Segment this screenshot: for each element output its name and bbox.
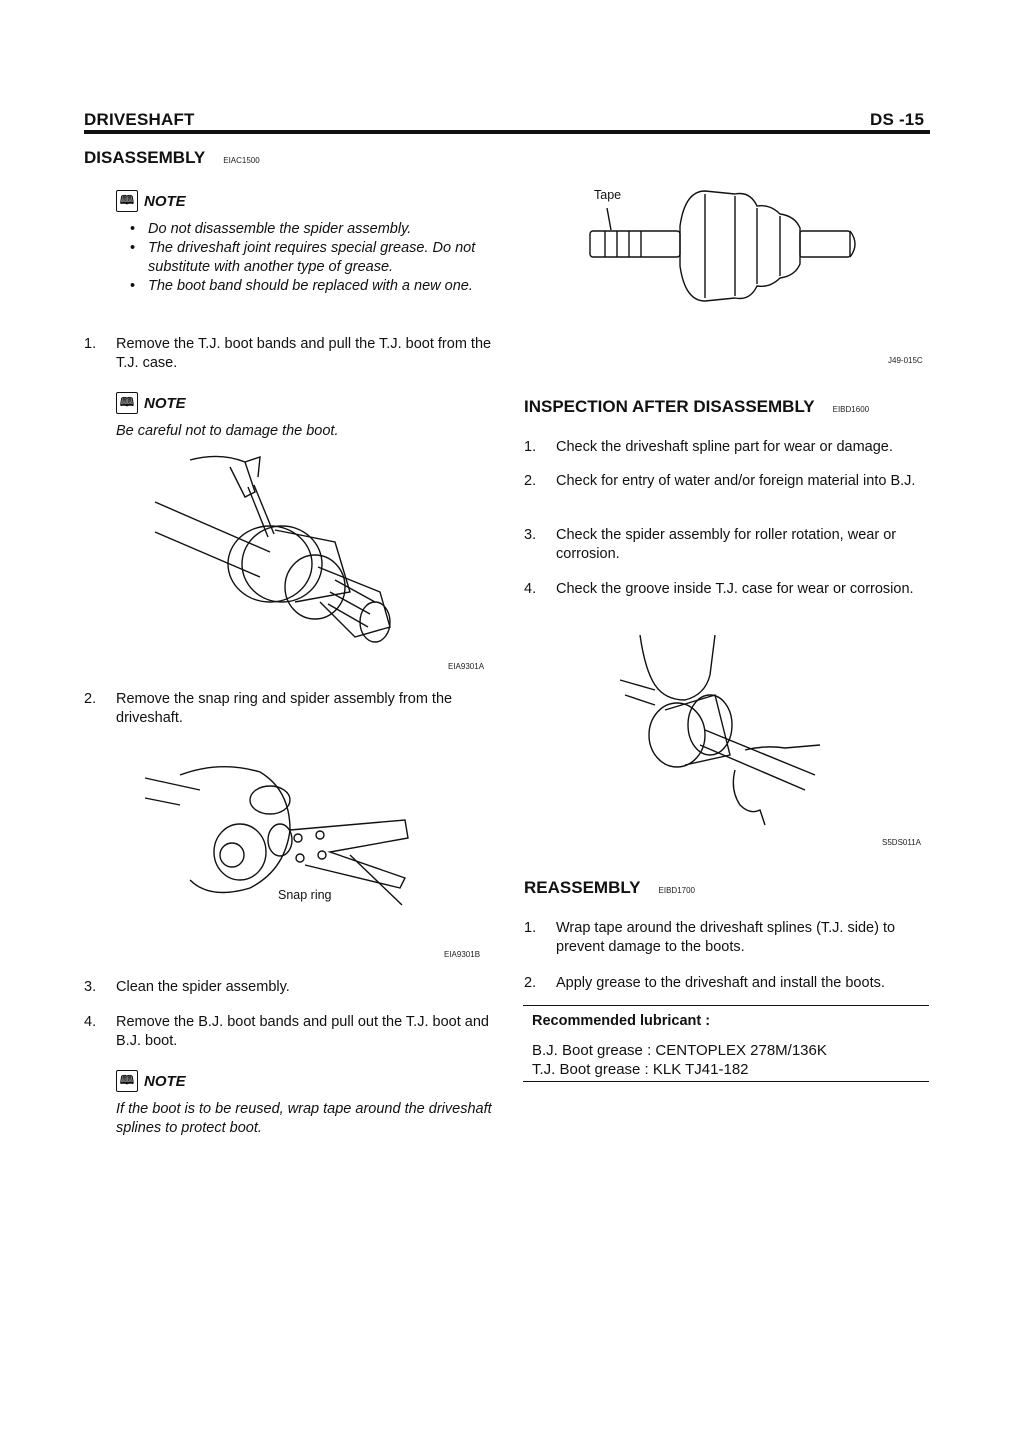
step-text: Apply grease to the driveshaft and install the boots.	[556, 975, 885, 991]
lubricant-bottom-rule	[523, 1081, 929, 1082]
figure-code: EIA9301A	[448, 662, 485, 671]
step-number: 1.	[524, 920, 537, 936]
lubricant-row: T.J. Boot grease : KLK TJ41-182	[532, 1061, 749, 1078]
step-4	[84, 1013, 492, 1051]
note-label: NOTE	[144, 394, 186, 412]
boot-removal-figure	[150, 452, 410, 652]
note-1-item: • Do not disassemble the spider assembly.	[116, 220, 492, 239]
inspection-step	[524, 472, 930, 491]
lubricant-row: B.J. Boot grease : CENTOPLEX 278M/136K	[532, 1042, 827, 1059]
inspection-step	[524, 580, 930, 599]
step-2	[84, 690, 492, 728]
step-text: Check the spider assembly for roller rotation, wear or corrosion.	[556, 527, 897, 562]
step-text: Wrap tape around the driveshaft splines (T.J. side) to prevent damage to the boots.	[556, 920, 896, 955]
chapter-title: DRIVESHAFT	[84, 110, 195, 129]
note-1-header	[116, 190, 186, 212]
step-number: 3.	[524, 527, 537, 543]
inspection-heading	[524, 397, 869, 417]
note-label: NOTE	[144, 1072, 186, 1090]
figure-code: EIA9301B	[444, 950, 481, 959]
note-1-item: • The driveshaft joint requires special grease. Do not substitute with another type of grease.	[116, 239, 492, 277]
inspection-title: INSPECTION AFTER DISASSEMBLY	[524, 397, 815, 416]
book-icon: 🕮	[116, 392, 138, 414]
step-text: Check the groove inside T.J. case for wear or corrosion.	[556, 581, 914, 597]
reassembly-step	[524, 919, 930, 957]
inspection-figure	[615, 630, 830, 830]
step-text: Remove the snap ring and spider assembly from the driveshaft.	[116, 691, 453, 726]
step-text: Remove the T.J. boot bands and pull the T.J. boot from the T.J. case.	[116, 336, 492, 371]
step-number: 2.	[524, 975, 537, 991]
note-2-header	[116, 392, 186, 414]
disassembly-code: EIAC1500	[223, 156, 260, 165]
note-label: NOTE	[144, 192, 186, 210]
lubricant-top-rule	[523, 1005, 929, 1006]
inspection-step	[524, 438, 930, 457]
page-number: DS -15	[870, 110, 925, 129]
tape-label: Tape	[594, 188, 622, 202]
reassembly-heading	[524, 878, 695, 898]
step-1	[84, 335, 492, 373]
lubricant-rows	[532, 1041, 827, 1079]
note-1-item: • The boot band should be replaced with a new one.	[116, 277, 492, 296]
step-text: Remove the B.J. boot bands and pull out the T.J. boot and B.J. boot.	[116, 1014, 489, 1049]
header-rule	[84, 130, 930, 134]
step-number: 1.	[84, 336, 97, 352]
step-number: 4.	[84, 1014, 97, 1030]
disassembly-heading	[84, 148, 260, 168]
step-text: Check the driveshaft spline part for wear or damage.	[556, 439, 893, 455]
reassembly-title: REASSEMBLY	[524, 878, 641, 897]
step-number: 2.	[84, 691, 97, 707]
disassembly-title: DISASSEMBLY	[84, 148, 206, 167]
lubricant-heading: Recommended lubricant :	[532, 1013, 711, 1029]
note-3-text: If the boot is to be reused, wrap tape around the driveshaft splines to protect boot.	[116, 1101, 492, 1136]
figure-code: J49-015C	[888, 356, 923, 365]
step-3	[84, 978, 492, 997]
step-number: 3.	[84, 979, 97, 995]
reassembly-code: EIBD1700	[658, 886, 695, 895]
step-number: 1.	[524, 439, 537, 455]
step-number: 4.	[524, 581, 537, 597]
figure-code: S5DS011A	[882, 838, 921, 847]
note-1-list	[116, 220, 492, 296]
reassembly-step	[524, 974, 930, 993]
snap-ring-label: Snap ring	[278, 888, 332, 902]
book-icon: 🕮	[116, 190, 138, 212]
note-2-text: Be careful not to damage the boot.	[116, 423, 339, 439]
step-text: Check for entry of water and/or foreign material into B.J.	[556, 473, 916, 489]
note-3-header	[116, 1070, 186, 1092]
inspection-code: EIBD1600	[832, 405, 870, 414]
book-icon: 🕮	[116, 1070, 138, 1092]
step-text: Clean the spider assembly.	[116, 979, 290, 995]
boot-tape-figure	[585, 186, 865, 306]
inspection-step	[524, 526, 930, 564]
step-number: 2.	[524, 473, 537, 489]
